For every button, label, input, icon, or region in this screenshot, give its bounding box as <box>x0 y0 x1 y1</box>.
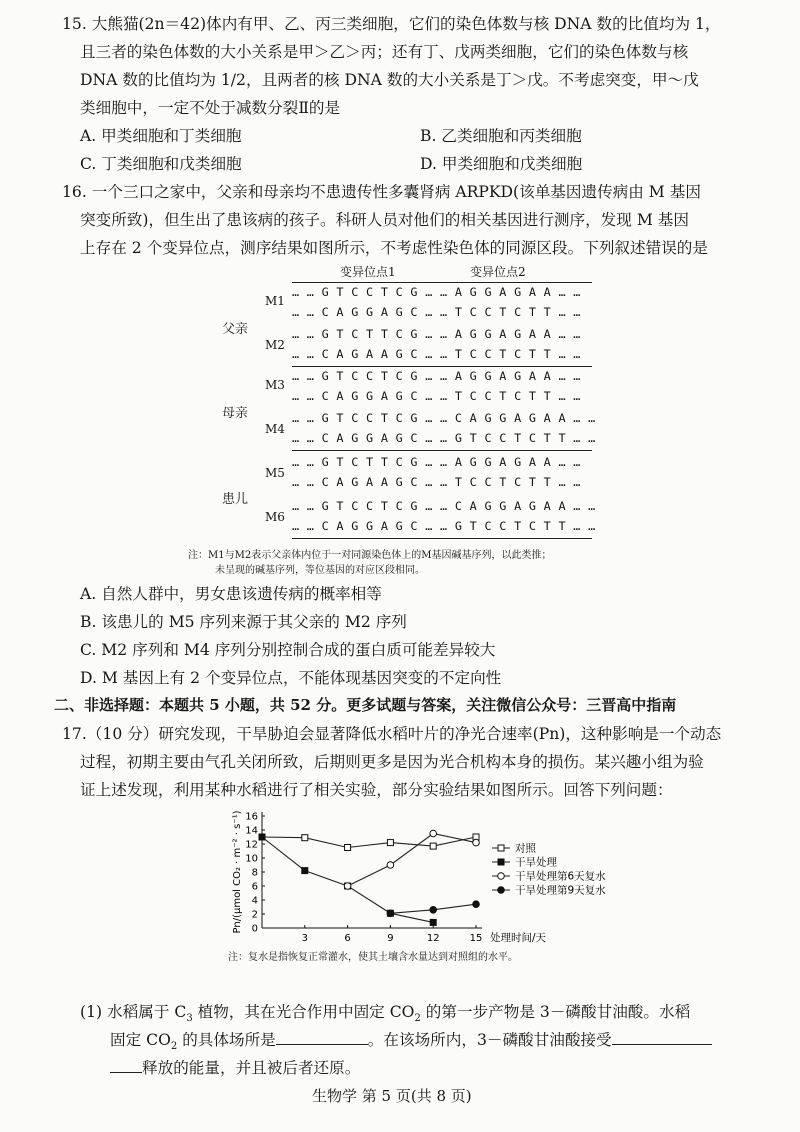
q15-line-3: DNA 数的比值均为 1/2，且两者的核 DNA 数的大小关系是丁＞戊。不考虑突变，甲～戊 <box>80 71 699 89</box>
q17-sub1-line-1 <box>80 1000 690 1024</box>
site1-label: 变异位点1 <box>340 265 396 279</box>
q15-option-c[interactable]: C. 丁类细胞和戊类细胞 <box>80 155 242 173</box>
legend-label: 对照 <box>515 842 536 855</box>
row-label-m5: M5 <box>265 466 285 480</box>
legend-label: 干旱处理 <box>515 856 557 869</box>
q15-line-2: 且三者的染色体数的大小关系是甲＞乙＞丙；还有丁、戊两类细胞，它们的染色体数与核 <box>80 43 689 61</box>
seq-row: … … G T C C T C G … … C A G G A G A A … … <box>292 411 596 425</box>
person-mother: 母亲 <box>222 406 249 421</box>
x-tick-label: 15 <box>469 933 483 944</box>
seq-row: … … G T C C T C G … … A G G A G A A … … <box>292 285 581 299</box>
pn-line-chart <box>210 806 710 952</box>
person-father: 父亲 <box>222 322 249 337</box>
q17-sub1-line-2 <box>110 1028 712 1052</box>
q17-line-1: 17.（10 分）研究发现，干旱胁迫会显著降低水稻叶片的净光合速率(Pn)，这种影响是一个动态 <box>62 725 722 743</box>
series-line-1 <box>262 837 476 848</box>
subscript: 2 <box>414 1013 421 1025</box>
seq-row: … … C A G A A G C … … T C C T C T T … … <box>292 347 581 361</box>
text: 植物，其在光合作用中固定 CO <box>192 1003 415 1021</box>
q16-line-2: 突变所致)，但生出了患该病的孩子。科研人员对他们的相关基因进行测序，发现 M 基因 <box>80 211 689 229</box>
x-axis-label: 处理时间/天 <box>490 932 547 944</box>
legend-label: 干旱处理第9天复水 <box>515 884 606 897</box>
seq-row: … … C A G G A G C … … T C C T C T T … … <box>292 305 581 319</box>
y-tick-label: 4 <box>251 895 258 907</box>
q15-option-b[interactable]: B. 乙类细胞和丙类细胞 <box>420 127 582 145</box>
q15-option-d[interactable]: D. 甲类细胞和戊类细胞 <box>420 155 583 173</box>
data-point <box>344 883 351 890</box>
text: 。在该场所内，3－磷酸甘油酸接受 <box>367 1031 612 1049</box>
q16-option-c[interactable]: C. M2 序列和 M4 序列分别控制合成的蛋白质可能差异较大 <box>80 641 496 659</box>
data-point <box>387 910 394 917</box>
subscript: 3 <box>186 1013 193 1025</box>
x-tick-label: 9 <box>387 933 394 944</box>
y-tick-label: 2 <box>251 909 258 921</box>
data-point <box>430 843 436 849</box>
q15-option-a[interactable]: A. 甲类细胞和丁类细胞 <box>80 127 242 145</box>
chart-series <box>259 830 479 925</box>
seq-row: … … C A G G A G C … … G T C C T C T T … … <box>292 431 596 445</box>
q15-line-1: 15. 大熊猫(2n＝42)体内有甲、乙、丙三类细胞，它们的染色体数与核 DNA 数的比值均为 1， <box>62 15 721 33</box>
q16-option-b[interactable]: B. 该患儿的 M5 序列来源于其父亲的 M2 序列 <box>80 613 407 631</box>
seq-row: … … G T C T T C G … … A G G A G A A … … <box>292 327 581 341</box>
seq-row: … … C A G A A G C … … T C C T C T T … … <box>292 475 581 489</box>
row-label-m4: M4 <box>265 422 285 436</box>
figure-note-1: 注：M1与M2表示父亲体内位于一对同源染色体上的M基因碱基序列，以此类推； <box>188 550 552 561</box>
data-point <box>302 835 308 841</box>
legend-label: 干旱处理第6天复水 <box>515 870 606 883</box>
q17-line-3: 证上述发现，利用某种水稻进行了相关实验，部分实验结果如图所示。回答下列问题： <box>80 781 673 799</box>
divider <box>292 282 592 283</box>
data-point <box>387 840 393 846</box>
data-point <box>259 834 265 840</box>
chart-note: 注：复水是指恢复正常灌水，使其土壤含水量达到对照组的水平。 <box>228 952 518 963</box>
figure-note-2: 未呈现的碱基序列，等位基因的对应区段相同。 <box>215 565 425 576</box>
text: 固定 CO <box>110 1031 171 1049</box>
seq-row: … … G T C C T C G … … A G G A G A A … … <box>292 369 581 383</box>
y-tick-label: 8 <box>251 867 258 879</box>
answer-blank-1[interactable] <box>276 1030 368 1045</box>
q16-line-1: 16. 一个三口之家中，父亲和母亲均不患遗传性多囊肾病 ARPKD(该单基因遗传病由 M 基因 <box>62 183 701 201</box>
row-label-m2: M2 <box>265 338 285 352</box>
legend-marker <box>498 845 504 851</box>
row-label-m6: M6 <box>265 510 285 524</box>
x-tick-label: 3 <box>301 933 308 944</box>
legend-marker <box>498 859 504 865</box>
y-tick-label: 6 <box>251 881 258 893</box>
legend-marker <box>498 887 505 894</box>
text: (1) 水稻属于 C <box>80 1003 187 1021</box>
chart-legend <box>492 842 606 897</box>
y-tick-label: 14 <box>245 825 258 837</box>
data-point <box>430 907 437 914</box>
seq-row: … … G T C T T C G … … A G G A G A A … … <box>292 455 581 469</box>
q15-line-4: 类细胞中，一定不处于减数分裂Ⅱ的是 <box>80 99 341 117</box>
divider <box>292 450 592 451</box>
answer-blank-2[interactable] <box>612 1030 712 1045</box>
y-tick-label: 12 <box>245 839 258 851</box>
divider <box>292 538 592 539</box>
divider <box>292 366 592 367</box>
y-tick-label: 0 <box>251 923 258 935</box>
data-point <box>473 839 480 846</box>
y-tick-label: 16 <box>245 811 258 823</box>
text: 的具体场所是 <box>177 1031 276 1049</box>
text: 的第一步产物是 3－磷酸甘油酸。水稻 <box>420 1003 691 1021</box>
y-tick-label: 10 <box>245 853 258 865</box>
data-point <box>302 868 308 874</box>
text: 释放的能量，并且被后者还原。 <box>142 1059 361 1077</box>
seq-row: … … G T C C T C G … … C A G G A G A A … … <box>292 499 596 513</box>
y-axis-label: Pn/(μmol CO₂ · m⁻² · s⁻¹) <box>232 810 243 934</box>
row-label-m3: M3 <box>265 378 285 392</box>
page-footer: 生物学 第 5 页(共 8 页) <box>312 1087 472 1105</box>
q16-option-a[interactable]: A. 自然人群中，男女患该遗传病的概率相等 <box>80 585 382 603</box>
q17-line-2: 过程，初期主要由气孔关闭所致，后期则更多是因为光合机构本身的损伤。某兴趣小组为验 <box>80 753 704 771</box>
data-point <box>387 862 394 869</box>
q16-option-d[interactable]: D. M 基因上有 2 个变异位点，不能体现基因突变的不定向性 <box>80 669 502 687</box>
x-tick-label: 12 <box>426 933 440 944</box>
data-point <box>430 919 436 925</box>
q16-line-3: 上存在 2 个变异位点，测序结果如图所示，不考虑性染色体的同源区段。下列叙述错误的是 <box>80 239 708 257</box>
seq-row: … … C A G G A G C … … T C C T C T T … … <box>292 389 581 403</box>
section-heading: 二、非选择题：本题共 5 小题，共 52 分。更多试题与答案，关注微信公众号：三晋高中指南 <box>54 696 677 714</box>
x-tick-label: 6 <box>344 933 351 944</box>
data-point <box>473 901 480 908</box>
answer-blank-2-cont[interactable] <box>110 1058 142 1073</box>
person-child: 患儿 <box>222 492 249 507</box>
subscript: 2 <box>170 1041 178 1053</box>
row-label-m1: M1 <box>265 294 285 308</box>
seq-row: … … C A G G A G C … … G T C C T C T T … … <box>292 519 596 533</box>
legend-marker <box>498 873 505 880</box>
site2-label: 变异位点2 <box>470 265 526 279</box>
data-point <box>345 845 351 851</box>
q17-sub1-line-3 <box>110 1056 360 1078</box>
data-point <box>430 830 437 837</box>
